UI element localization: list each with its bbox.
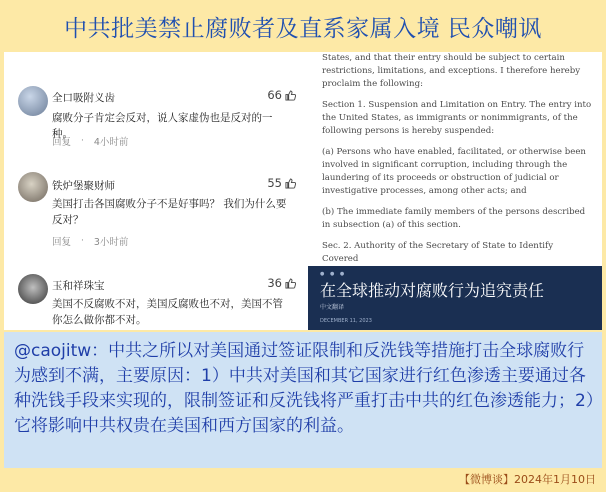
document-text bbox=[322, 52, 592, 274]
comment-list bbox=[4, 52, 308, 330]
like-count: 66 bbox=[267, 88, 282, 102]
document-paragraph: (a) Persons who have enabled, facilitated, or otherwise been involved in significant corruption, including through the laundering of its proceeds or obstruction of judicial or investigative processes, among other acts; and bbox=[322, 147, 586, 196]
document-paragraph: States, and that their entry should be subject to certain restrictions, limitations, and exceptions. I therefore hereby proclaim the following: bbox=[322, 53, 581, 89]
comment-text: 腐败分子肯定会反对，说人家虚伪也是反对的一种。 bbox=[52, 112, 273, 140]
reply-button[interactable]: 回复 bbox=[52, 237, 72, 248]
dot-icon: · bbox=[81, 236, 84, 246]
comment-time: 4小时前 bbox=[93, 137, 129, 148]
comment-text: 美国打击各国腐败分子不是好事吗？ 我们为什么要反对？ bbox=[52, 198, 287, 226]
like-counter[interactable] bbox=[267, 276, 296, 290]
comment-meta bbox=[52, 234, 128, 248]
avatar bbox=[18, 274, 48, 304]
document-paragraph: (b) The immediate family members of the persons described in subsection (a) of this section. bbox=[322, 207, 586, 230]
like-count: 55 bbox=[267, 176, 282, 190]
document-paragraph: Sec. 2. Authority of the Secretary of State to Identify Covered bbox=[322, 241, 554, 264]
footer-source: 【微博谈】2024年1月10日 bbox=[459, 473, 596, 486]
banner-meta: 中文翻译 bbox=[320, 304, 345, 311]
comment-username[interactable]: 全口吸附义齿 bbox=[52, 92, 115, 104]
thumbs-up-icon bbox=[285, 278, 296, 289]
comment-username[interactable]: 玉和祥珠宝 bbox=[52, 280, 105, 292]
like-counter[interactable] bbox=[267, 88, 296, 102]
thumbs-up-icon bbox=[285, 178, 296, 189]
dots-icon: ● ● ● bbox=[320, 271, 347, 277]
comment-text: 美国不反腐败不对，美国反腐败也不对，美国不管你怎么做你都不对。 bbox=[52, 298, 283, 326]
avatar bbox=[18, 172, 48, 202]
proclamation-document bbox=[308, 52, 602, 330]
reply-button[interactable]: 回复 bbox=[52, 137, 72, 148]
comment-time: 3小时前 bbox=[93, 237, 129, 248]
banner-date: DECEMBER 11, 2023 bbox=[320, 318, 372, 324]
commentary-text: @caojitw：中共之所以对美国通过签证限制和反洗钱等措施打击全球腐败行为感到不满，主要原因：1）中共对美国和其它国家进行红色渗透主要通过各种洗钱手段来实现的，限制签证和反洗钱将严重打击中共的红色渗透能力；2）它将影响中共权贵在美国和西方国家的利益。 bbox=[14, 341, 595, 436]
like-count: 36 bbox=[267, 276, 282, 290]
thumbs-up-icon bbox=[285, 90, 296, 101]
document-paragraph: Section 1. Suspension and Limitation on Entry. The entry into the United States, as immigrants or nonimmigrants, of the following persons is hereby suspended: bbox=[322, 100, 592, 136]
dot-icon: · bbox=[81, 136, 84, 146]
headline-title: 中共批美禁止腐败者及直系家属入境 民众嘲讽 bbox=[64, 15, 542, 42]
comment-meta bbox=[52, 134, 128, 148]
banner-title: 在全球推动对腐败行为追究责任 bbox=[320, 281, 545, 300]
article-banner[interactable] bbox=[308, 266, 602, 330]
like-counter[interactable] bbox=[267, 176, 296, 190]
comment-username[interactable]: 铁炉堡聚财师 bbox=[52, 180, 115, 192]
avatar bbox=[18, 86, 48, 116]
screenshot-collage bbox=[4, 52, 602, 330]
commentary-box bbox=[4, 332, 602, 468]
